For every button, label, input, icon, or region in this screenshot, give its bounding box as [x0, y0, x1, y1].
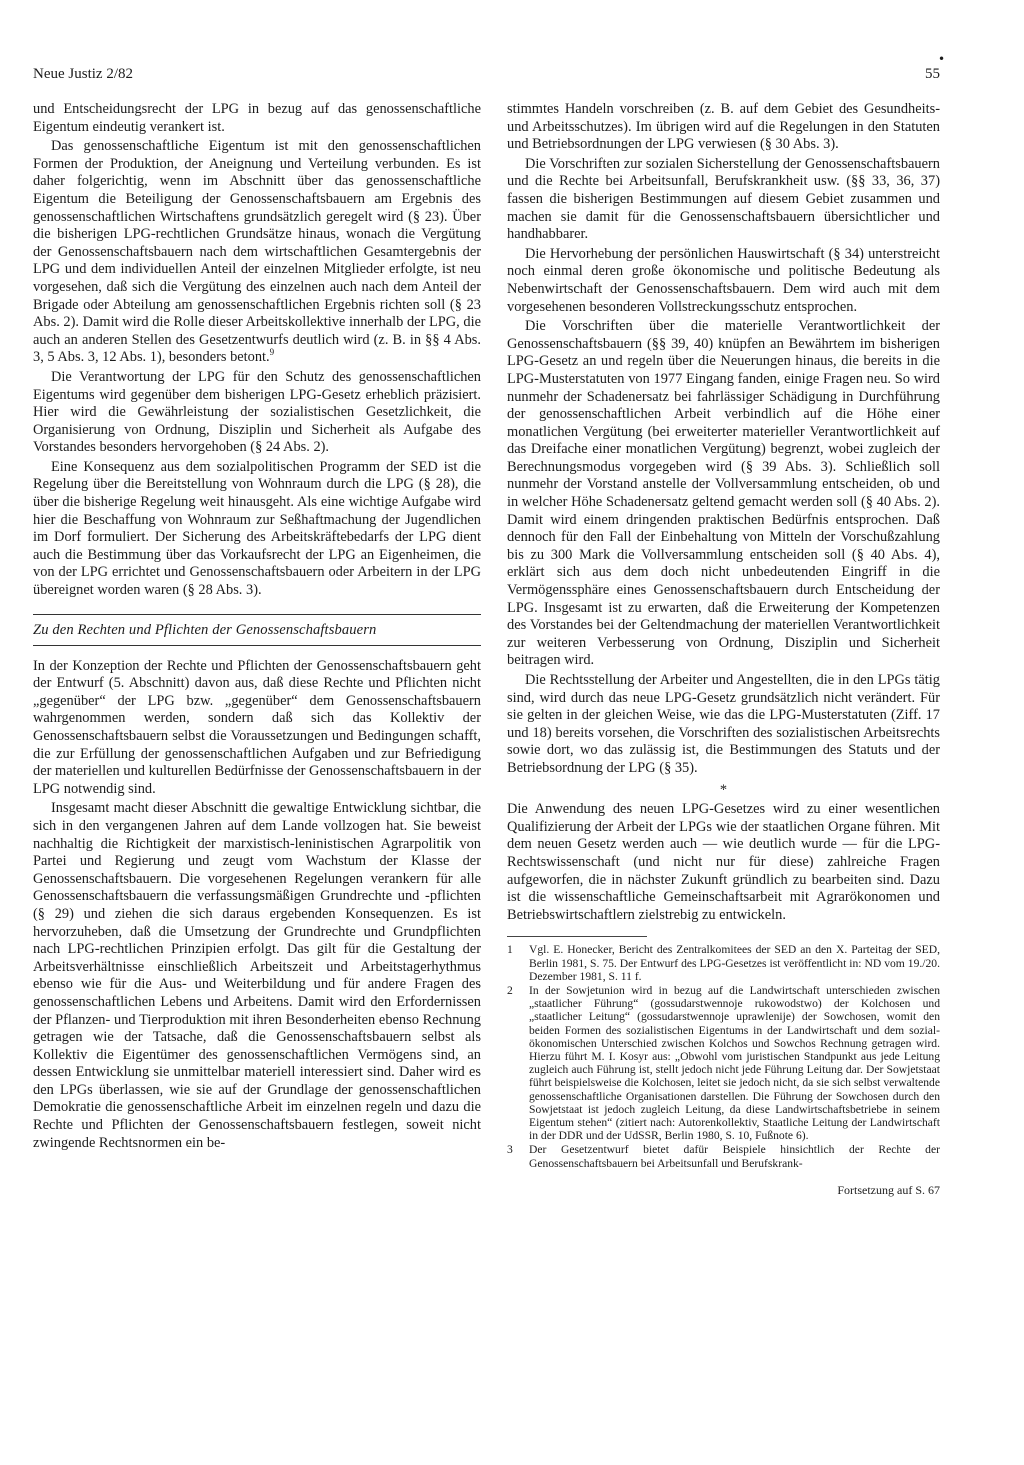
- paragraph: Die Rechtsstellung der Arbeiter und Angestellten, die in den LPGs tätig sind, wird durch das neue LPG-Gesetz grundsätzlich nicht verändert. Für sie gelten in der gleichen Weise, wie das die LPG-Musterstatuten (Ziff. 17 und 18) bereits vorsehen, die Vorschriften des sozialistischen Arbeitsrechts sowie dort, wo das zulässig ist, die Bestimmungen des Statuts und der Betriebsordnung der LPG (§ 35).: [507, 672, 940, 776]
- journal-title: Neue Justiz 2/82: [33, 66, 133, 82]
- section-rule-top: [33, 614, 481, 615]
- paragraph: In der Konzeption der Rechte und Pflichten der Genossenschaftsbauern geht der Entwurf (5. Abschnitt) davon aus, daß diese Rechte und Pflichten nicht „gegenüber“ der LPG bzw. „gegenüber“ dem Genossenschaftsbauern wahrgenommen werden, sondern daß sich das Kollektiv der Genossenschaftsbauern selbst die Voraussetzungen und Bedingungen schafft, die zur Erfüllung der genossenschaftlichen Aufgaben und zur Befriedigung der materiellen und kulturellen Bedürfnisse der Genossenschaftsbauern in der LPG notwendig sind.: [33, 657, 481, 797]
- footnote: [507, 1143, 940, 1169]
- footnote-rule: [507, 936, 647, 937]
- paragraph: Insgesamt macht dieser Abschnitt die gewaltige Entwicklung sichtbar, die sich in den vergangenen Jahren auf dem Lande vollzogen hat. Sie beweist nachhaltig die Richtigkeit der marxistisch-leninistischen Agrarpolitik von Partei und Regierung und zeugt vom Wachstum der Klasse der Genossenschaftsbauern. Die vorgesehenen Regelungen verankern für alle Genossenschaftsbauern die verfassungsmäßigen Grundrechte und -pflichten (§ 29) und ziehen die sich daraus ergebenden Konsequenzen. Es ist hervorzuheben, daß die Umsetzung der Grundrechte und Grundpflichten nach LPG-rechtlichen Prinzipien erfolgt. Das gilt für die Gestaltung der Arbeitsverhältnisse einschließlich Arbeitszeit und Arbeitstagerhythmus ebenso wie für die Aus- und Weiterbildung und für andere Fragen des genossenschaftlichen Lebens und Arbeitens. Damit wird den Erfordernissen der Pflanzen- und Tierproduktion mit ihren Besonderheiten ebenso Rechnung getragen wie der Tatsache, daß die Genossenschaftsbauern selbst als Kollektiv die Eigentümer des genossenschaftlichen Vermögens sind, an dessen Entwicklung sie unmittelbar materiell interessiert sind. Daher wird es den LPGs überlassen, wie sie auf der Grundlage der genossenschaftlichen Demokratie die genossenschaftliche Arbeit im einzelnen regeln und dazu die Rechte und Pflichten der Genossenschaftsbauern festlegen, soweit nicht zwingende Rechtsnormen ein be-: [33, 800, 481, 1151]
- paragraph: Eine Konsequenz aus dem sozialpolitischen Programm der SED ist die Regelung über die Bereitstellung von Wohnraum durch die LPG (§ 28), die über die bisherige Regelung weit hinausgeht. Als eine wichtige Aufgabe wird hier die Beschaffung von Wohnraum zur Seßhaftmachung der Jugendlichen im Dorf formuliert. Der Sicherung des Arbeitskräftebedarfs der LPG dient auch die Bestimmung über das Vorkaufsrecht der LPG an Eigenheimen, die von der LPG errichtet und Genossenschaftsbauern oder Arbeitern in der LPG übereignet worden waren (§ 28 Abs. 3).: [33, 458, 481, 599]
- left-column: [33, 101, 481, 1401]
- paragraph: und Entscheidungsrecht der LPG in bezug auf das genossenschaftliche Eigentum eindeutig verankert ist.: [33, 101, 481, 135]
- footnote-text: In der Sowjetunion wird in bezug auf die Landwirtschaft unterschieden zwischen „staatlicher Führung“ (gossudarstwennoje rukowodstwo) der Kolchosen und „staatlicher Leitung“ (gossudarstwennoje uprawlenije) der Sowchosen, womit den beiden Formen des sozialistischen Eigentums in der Landwirtschaft und dem sozial-ökonomischen Unterschied zwischen Kolchos und Sowchos Rechnung getragen wird. Hierzu führt M. I. Kosyr aus: „Obwohl vom juristischen Standpunkt aus jede Leitung zugleich auch Führung ist, stellt jedoch nicht jede Führung Leitung dar. Der Sowjetstaat führt beispielsweise die Kolchosen, leitet sie jedoch nicht, da sie sich selbst verwaltende genossenschaftliche Organisationen darstellen. Die Führung der Sowchosen durch den Sowjetstaat ist jedoch zugleich Leitung, da diese Landwirtschaftsbetriebe in seinem Eigentum stehen“ (zitiert nach: Autorenkollektiv, Staatliche Leitung der Landwirtschaft in der DDR und der UdSSR, Berlin 1980, S. 10, Fußnote 6).: [529, 983, 940, 1143]
- section-separator: *: [719, 781, 728, 798]
- paragraph: Die Hervorhebung der persönlichen Hauswirtschaft (§ 34) unterstreicht noch einmal deren große ökonomische und politische Bedeutung als Nebenwirtschaft der Genossenschaftsbauern. Dem wird auch mit dem vorgesehenen besonderen Vollstreckungsschutz entsprochen.: [507, 245, 940, 315]
- paragraph: stimmtes Handeln vorschreiben (z. B. auf dem Gebiet des Gesundheits- und Arbeitsschutzes). Im übrigen wird auf die Regelungen in den Statuten und Betriebsordnungen der LPG verwiesen (§ 30 Abs. 3).: [507, 101, 940, 153]
- paragraph: Die Vorschriften zur sozialen Sicherstellung der Genossenschaftsbauern und die Rechte bei Arbeitsunfall, Berufskrankheit usw. (§§ 33, 36, 37) fassen die bisherigen Bestimmungen auf diesem Gebiet zusammen und machen sie damit für die Genossenschaftsbauern übersichtlicher und handhabbarer.: [507, 155, 940, 243]
- footnote-number: 2: [507, 983, 513, 997]
- footnote-text: Vgl. E. Honecker, Bericht des Zentralkomitees der SED an den X. Parteitag der SED, Berlin 1981, S. 75. Der Entwurf des LPG-Gesetzes ist veröffentlicht in: ND vom 19./20. Dezember 1981, S. 11 f.: [529, 943, 940, 983]
- footnote: [507, 984, 940, 1142]
- section-rule-bottom: [33, 645, 481, 646]
- section-heading: Zu den Rechten und Pflichten der Genossenschaftsbauern: [33, 621, 377, 638]
- closing-paragraph: Die Anwendung des neuen LPG-Gesetzes wird zu einer wesentlichen Qualifizierung der Arbeit der LPGs wie der staatlichen Organe führen. Mit dem neuen Gesetz werden auch — wie deutlich wurde — für die LPG-Rechtswissenschaft (und nicht nur für diese) zahlreiche Fragen aufgeworfen, die in nächster Zukunft gründlich zu bearbeiten sind. Dazu ist die wissenschaftliche Gemeinschaftsarbeit mit Agrarökonomen und Betriebswirtschaftlern zielstrebig zu entwickeln.: [507, 801, 940, 923]
- continued-note: Fortsetzung auf S. 67: [837, 1182, 940, 1197]
- print-dot: •: [938, 52, 946, 66]
- page-header: [33, 66, 940, 86]
- right-column: [507, 101, 940, 1401]
- footnote-text: Der Gesetzentwurf bietet dafür Beispiele hinsichtlich der Rechte der Genossenschaftsbauern bei Arbeitsunfall und Berufskrank-: [529, 1143, 940, 1170]
- paragraph: [33, 138, 481, 367]
- footnote-number: 1: [507, 943, 513, 957]
- footnote-number: 3: [507, 1143, 513, 1157]
- footnote-ref: 9: [269, 347, 275, 358]
- footnote: [507, 943, 940, 983]
- paragraph: Die Vorschriften über die materielle Verantwortlichkeit der Genossenschaftsbauern (§§ 39, 40) knüpfen an Bewährtem im bisherigen LPG-Gesetz an und regeln über die Neuerungen hinaus, die bereits in die LPG-Musterstatuten von 1977 Eingang fanden, einige Fragen neu. So wird nunmehr der Schadenersatz bei fahrlässiger Schädigung in Durchführung der genossenschaftlichen Arbeit verbindlich auf die Höhe einer monatlichen Vergütung (bei erweiterter materieller Verantwortlichkeit auf das Dreifache einer monatlichen Vergütung) begrenzt, wobei zugleich der Berechnungsmodus vorgegeben wird (§ 39 Abs. 3). Schließlich soll nunmehr der Vorstand anstelle der Vollversammlung entscheiden, ob und in welcher Höhe Schadenersatz geltend gemacht werden soll (§ 40 Abs. 2). Damit wird einem dringenden praktischen Bedürfnis entsprochen. Daß dennoch für den Fall der Einbehaltung von Mitteln der Vorschußzahlung bis zu 300 Mark die Vollversammlung entscheiden soll (§ 40 Abs. 4), erklärt sich aus dem doch nicht unbedeutenden Eingriff in die Vermögenssphäre eines Genossenschaftsbauern durch Entscheidung der LPG. Insgesamt ist zu erwarten, daß die Erweiterung der Kompetenzen des Vorstandes bei der Geltendmachung der materiellen Verantwortlichkeit zur weiteren Verbesserung von Ordnung, Disziplin und Sicherheit beitragen wird.: [507, 318, 940, 669]
- paragraph: Die Verantwortung der LPG für den Schutz des genossenschaftlichen Eigentums wird gegenüber dem bisherigen LPG-Gesetz erheblich präzisiert. Hier wird die Gewährleistung der sozialistischen Gesetzlichkeit, die Organisierung von Ordnung, Disziplin und Sicherheit als Aufgabe des Vorstandes besonders hervorgehoben (§ 24 Abs. 2).: [33, 368, 481, 456]
- footnotes: [507, 943, 940, 1169]
- paragraph-text: Das genossenschaftliche Eigentum ist mit den genossenschaftlichen Formen der Produktion, der Aneignung und Verteilung verbunden. Es ist daher folgerichtig, wenn im Abschnitt über das genossenschaftliche Eigentum die Beteiligung der Genossenschaftsbauern am Ergebnis des genossenschaftlichen Wirtschaftens grundsätzlich geregelt wird (§ 23). Über die bisherigen LPG-rechtlichen Grundsätze hinaus, wonach die Vergütung der Genossenschaftsbauern nach dem wirtschaftlichen Gesamtergebnis der LPG und dem individuellen Anteil der einzelnen Mitglieder erfolgte, ist neu vorgesehen, daß sich die Vergütung des einzelnen auch nach dem Anteil der Brigade oder Abteilung am genossenschaftlichen Ergebnis richten soll (§ 23 Abs. 2). Damit wird die Rolle dieser Arbeitskollektive innerhalb der LPG, die auch an anderen Stellen des Gesetzentwurfs deutlich wird (z. B. in §§ 4 Abs. 3, 5 Abs. 3, 12 Abs. 1), besonders betont.: [33, 138, 481, 366]
- page-number: 55: [925, 66, 940, 82]
